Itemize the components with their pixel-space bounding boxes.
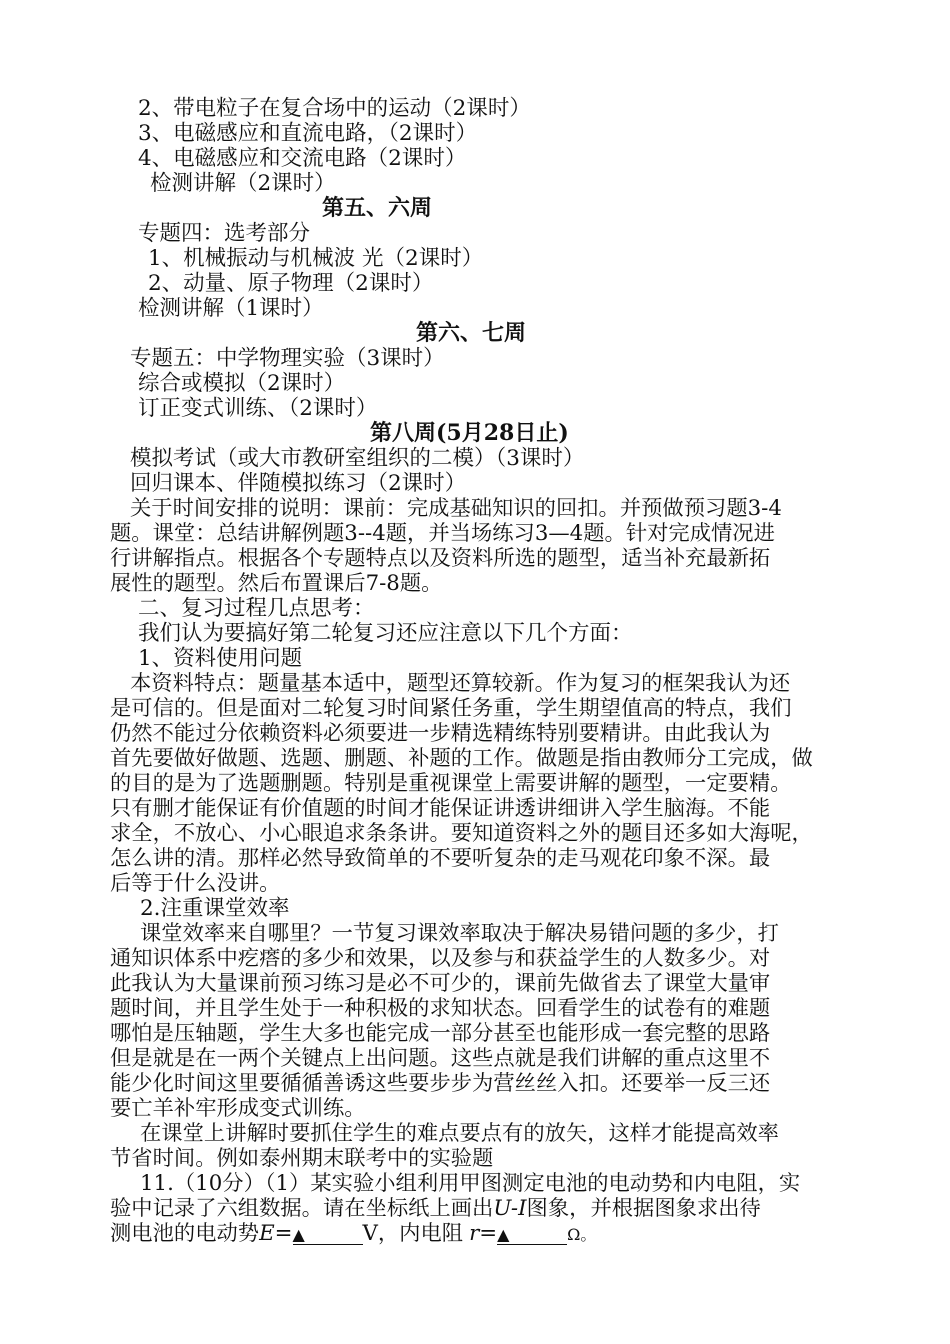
paragraph-line: 哪怕是压轴题，学生大多也能完成一部分甚至也能形成一套完整的思路 [110,1021,771,1046]
answer-blank-emf[interactable]: ▲ [293,1226,363,1245]
schedule-item: 检测讲解（2课时） [150,171,336,196]
document-page [110,96,850,1246]
paragraph-line: 节省时间。例如泰州期末联考中的实验题 [110,1146,494,1171]
paragraph-line: 本资料特点：题量基本适中，题型还算较新。作为复习的框架我认为还 [130,671,791,696]
paragraph-line: 是可信的。但是面对二轮复习时间紧任务重，学生期望值高的特点，我们 [110,696,792,721]
schedule-item: 专题五：中学物理实验（3课时） [130,346,445,371]
paragraph-line: 关于时间安排的说明：课前：完成基础知识的回扣。并预做预习题3-4 [130,496,782,521]
week-heading: 第五、六周 [322,195,433,221]
section-intro: 我们认为要搞好第二轮复习还应注意以下几个方面： [138,621,633,646]
schedule-item: 3、电磁感应和直流电路，（2课时） [138,121,478,146]
schedule-item: 2、动量、原子物理（2课时） [148,271,434,296]
paragraph-line: 后等于什么没讲。 [110,871,281,896]
paragraph-line: 能少化时间这里要循循善诱这些要步步为营丝丝入扣。还要举一反三还 [110,1071,771,1096]
paragraph-line: 通知识体系中疙瘩的多少和效果，以及参与和获益学生的人数多少。对 [110,946,771,971]
schedule-item: 模拟考试（或大市教研室组织的二模）（3课时） [130,446,585,471]
paragraph-line: 要亡羊补牢形成变式训练。 [110,1096,366,1121]
schedule-item: 订正变式训练、（2课时） [138,396,378,421]
point2-more-paragraph [110,1121,850,1171]
ui-variable: U-I [493,1196,527,1221]
schedule-item: 回归课本、伴随模拟练习（2课时） [130,471,467,496]
paragraph-line: 题。课堂：总结讲解例题3--4题，并当场练习3—4题。针对完成情况进 [110,521,775,546]
paragraph-line: 的目的是为了选题删题。特别是重视课堂上需要讲解的题型，一定要精。 [110,771,792,796]
question-11 [110,1171,850,1246]
paragraph-line: 但是就是在一两个关键点上出问题。这些点就是我们讲解的重点这里不 [110,1046,771,1071]
section-title: 二、复习过程几点思考： [138,596,375,621]
paragraph-line: 首先要做好做题、选题、删题、补题的工作。做题是指由教师分工完成，做 [110,746,813,771]
paragraph-line: 只有删才能保证有价值题的时间才能保证讲透讲细讲入学生脑海。不能 [110,796,771,821]
week-heading: 第八周(5月28日止) [370,420,569,446]
point2-paragraph [110,921,850,1121]
paragraph-line: 求全，不放心、小心眼追求条条讲。要知道资料之外的题目还多如大海呢， [110,821,813,846]
question-line: 验中记录了六组数据。请在坐标纸上画出U-I图象，并根据图象求出待 [110,1196,761,1221]
emf-variable: E [259,1221,275,1246]
paragraph-line: 在课堂上讲解时要抓住学生的难点要点有的放矢，这样才能提高效率 [140,1121,779,1146]
schedule-item: 综合或模拟（2课时） [138,371,346,396]
resistance-variable: r [469,1221,480,1246]
point-title: 1、资料使用问题 [138,646,303,671]
answer-blank-resistance[interactable]: ▲ [497,1226,567,1245]
schedule-item: 1、机械振动与机械波 光（2课时） [148,246,484,271]
paragraph-line: 行讲解指点。根据各个专题特点以及资料所选的题型，适当补充最新拓 [110,546,771,571]
question-line: 11.（10分）（1）某实验小组利用甲图测定电池的电动势和内电阻，实 [140,1171,801,1196]
paragraph-line: 课堂效率来自哪里？一节复习课效率取决于解决易错问题的多少，打 [140,921,779,946]
schedule-item: 检测讲解（1课时） [138,296,324,321]
schedule-item: 4、电磁感应和交流电路（2课时） [138,146,467,171]
paragraph-line: 仍然不能过分依赖资料必须要进一步精选精练特别要精讲。由此我认为 [110,721,771,746]
paragraph-line: 此我认为大量课前预习练习是必不可少的，课前先做省去了课堂大量审 [110,971,771,996]
schedule-item: 专题四：选考部分 [138,221,311,246]
paragraph-line: 题时间，并且学生处于一种积极的求知状态。回看学生的试卷有的难题 [110,996,771,1021]
point1-paragraph [110,671,850,896]
week-heading: 第六、七周 [416,320,527,346]
question-line: 测电池的电动势E=▲ V，内电阻 r=▲ Ω。 [110,1221,597,1246]
point-title: 2.注重课堂效率 [140,896,290,921]
paragraph-line: 展性的题型。然后布置课后7-8题。 [110,571,443,596]
paragraph-line: 怎么讲的清。那样必然导致简单的不要听复杂的走马观花印象不深。最 [110,846,771,871]
schedule-item: 2、带电粒子在复合场中的运动（2课时） [138,96,531,121]
time-note-paragraph [110,496,850,596]
